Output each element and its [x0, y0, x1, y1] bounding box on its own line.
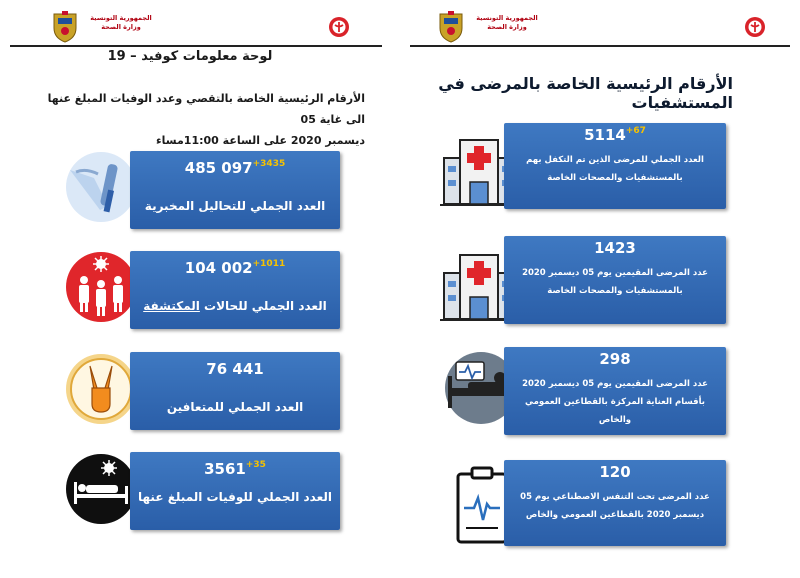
gov-name: الجمهورية التونسية [476, 14, 538, 22]
page-title: لوحة معلومات كوفيد – 19 [107, 49, 273, 64]
deaths-number: 3561 [204, 460, 246, 478]
ministry-name: وزارة الصحة [487, 23, 527, 31]
deaths-value [130, 460, 340, 478]
left-header [50, 10, 350, 44]
lab-tests-card [130, 151, 340, 229]
patient-bed-icon [64, 452, 138, 526]
hospitalized-total-delta: +67 [625, 126, 646, 136]
hospital-title: الأرقام الرئيسية الخاصة بالمرضى في المستشفيات [438, 74, 733, 112]
emblem-icon [50, 10, 80, 44]
right-gov-text [472, 14, 542, 32]
hospitalized-current-number: 1423 [594, 239, 636, 257]
lab-tests-delta: +3435 [252, 159, 286, 169]
ministry-logo-icon [744, 16, 766, 38]
hospitalized-current-value [504, 239, 726, 257]
ventilator-number: 120 [599, 463, 631, 481]
ministry-logo-icon [328, 16, 350, 38]
detected-cases-value [130, 259, 340, 277]
hospitalized-current-card [504, 236, 726, 324]
right-header [436, 10, 766, 44]
ventilator-label: عدد المرضى تحت التنفس الاصطناعي يوم 05 ديسمبر 2020 بالقطاعين العمومي والخاص [520, 492, 710, 520]
ventilator-value [504, 463, 726, 481]
people-virus-icon [64, 250, 138, 324]
left-gov-text [86, 14, 156, 32]
subtitle [30, 88, 365, 151]
icu-label: عدد المرضى المقيمين يوم 05 ديسمبر 2020 بأقسام العناية المركزة بالقطاعين العمومي والخاص [522, 379, 708, 425]
gov-name: الجمهورية التونسية [90, 14, 152, 22]
recovered-value [130, 360, 340, 378]
left-panel [0, 0, 392, 578]
right-divider [410, 45, 790, 47]
icu-value [504, 350, 726, 368]
ventilator-clipboard-icon [452, 466, 512, 546]
lab-test-icon [64, 150, 138, 224]
subtitle-line-1: الأرقام الرئيسية الخاصة بالتقصي وعدد الوفيات المبلغ عنها الى غاية 05 [47, 92, 365, 126]
victory-hand-icon [64, 352, 138, 426]
lab-tests-value [130, 159, 340, 177]
icu-card [504, 347, 726, 435]
recovered-number: 76 441 [206, 360, 264, 378]
detected-cases-label [138, 297, 332, 315]
lab-tests-label: العدد الجملي للتحاليل المخبرية [144, 199, 326, 213]
left-divider [10, 45, 382, 47]
hospitalized-total-card [504, 123, 726, 209]
right-panel [400, 0, 800, 578]
ventilator-card [504, 460, 726, 546]
subtitle-line-2: ديسمبر 2020 على الساعة 11:00مساء [156, 134, 365, 147]
recovered-label: العدد الجملي للمتعافين [166, 400, 304, 414]
icu-number: 298 [599, 350, 631, 368]
hospitalized-total-number: 5114 [584, 126, 626, 144]
deaths-label: العدد الجملي للوفيات المبلغ عنها [138, 490, 332, 504]
hospitalized-total-label: العدد الجملي للمرضى الذين تم التكفل بهم بالمستشفيات والمصحات الخاصة [526, 155, 704, 183]
detected-cases-number: 104 002 [184, 259, 253, 277]
emblem-icon [436, 10, 466, 44]
deaths-card [130, 452, 340, 530]
detected-cases-delta: +1011 [252, 259, 286, 269]
detected-cases-card [130, 251, 340, 329]
recovered-card [130, 352, 340, 430]
ministry-name: وزارة الصحة [101, 23, 141, 31]
lab-tests-number: 485 097 [184, 159, 253, 177]
hospitalized-total-value [504, 126, 726, 144]
deaths-delta: +35 [245, 460, 266, 470]
hospitalized-current-label: عدد المرضى المقيمين يوم 05 ديسمبر 2020 بالمستشفيات والمصحات الخاصة [522, 268, 708, 296]
detected-cases-label-underlined: المكتشفة [143, 299, 200, 313]
detected-cases-label-text: العدد الجملي للحالات [199, 299, 327, 313]
